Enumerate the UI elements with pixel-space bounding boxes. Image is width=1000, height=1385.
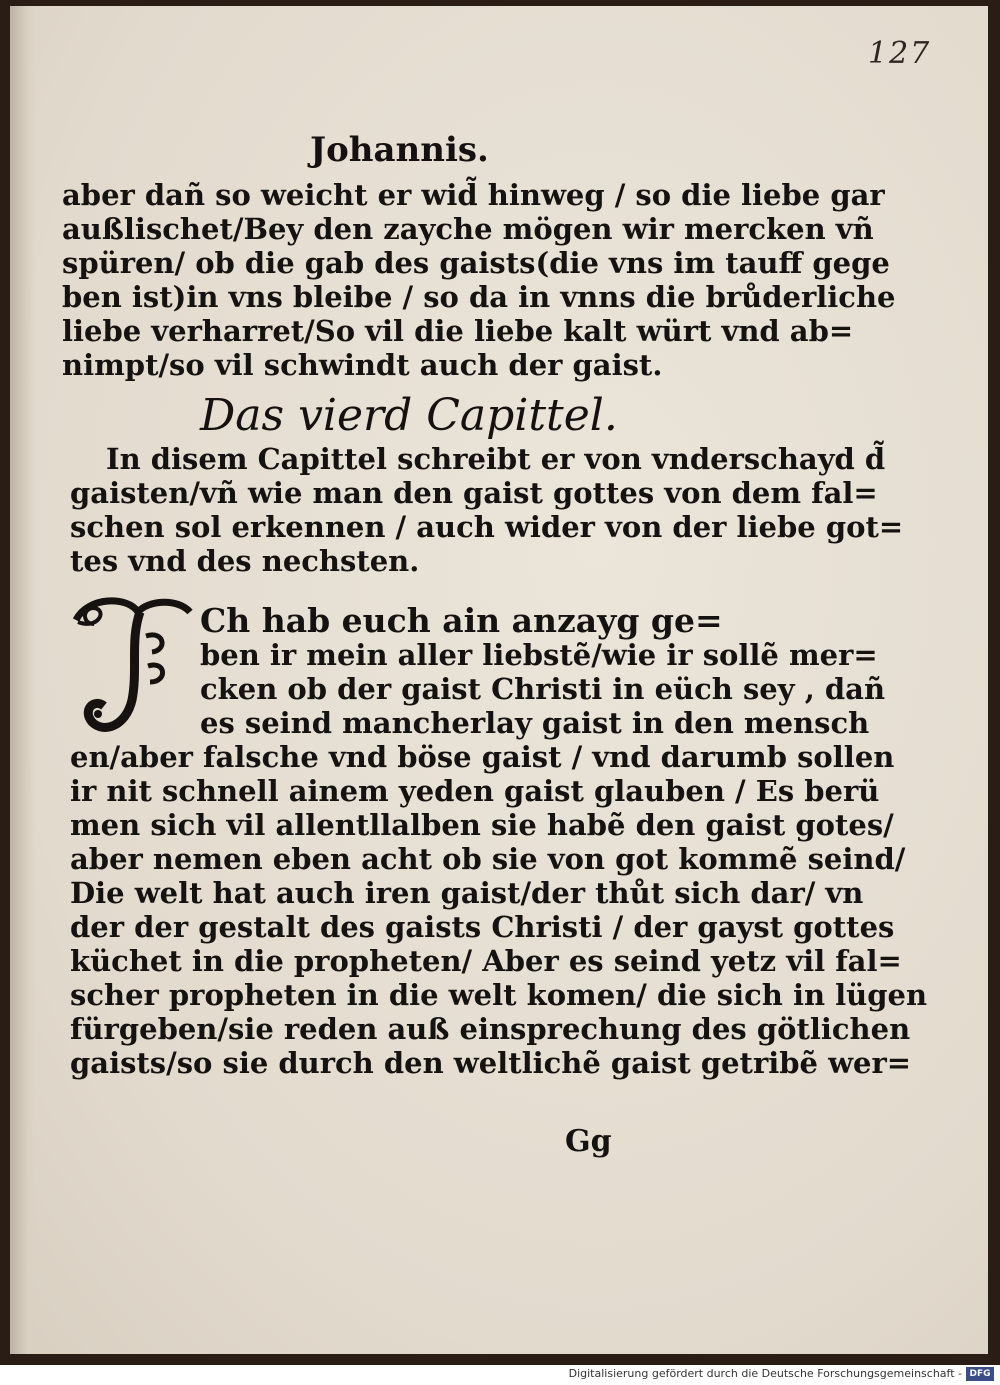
text-line: Die welt hat auch iren gaist/der thůt sich dar/ vn: [70, 876, 864, 910]
text-line: es seind mancherlay gaist in den mensch: [200, 706, 870, 740]
text-line: cken ob der gaist Christi in eüch sey , dañ: [200, 672, 886, 706]
text-line: nimpt/so vil schwindt auch der gaist.: [62, 348, 663, 382]
book-page: [10, 6, 988, 1354]
text-line: men sich vil allentllalben sie habẽ den gaist gotes/: [70, 808, 894, 842]
text-line: liebe verharret/So vil die liebe kalt würt vnd ab=: [62, 314, 854, 348]
text-line: ben ist)in vns bleibe / so da in vnns die brůderliche: [62, 280, 896, 314]
text-line: ir nit schnell ainem yeden gaist glauben / Es berü: [70, 774, 880, 808]
page-number: 127: [868, 36, 932, 71]
page-gutter: [10, 6, 36, 1354]
chapter-title: Das vierd Capittel.: [200, 390, 618, 441]
dfg-logo: DFG: [966, 1367, 994, 1381]
text-line: fürgeben/sie reden auß einsprechung des götlichen: [70, 1012, 911, 1046]
text-line: aber dañ so weicht er wid̃ hinweg / so die liebe gar: [62, 178, 885, 212]
catchword: Gg: [565, 1124, 612, 1159]
text-line: aber nemen eben acht ob sie von got kommẽ seind/: [70, 842, 906, 876]
text-line: Ch hab euch ain anzayg ge=: [200, 601, 723, 640]
text-line: gaisten/vñ wie man den gaist gottes von dem fal=: [70, 476, 878, 510]
chapter-summary: [70, 442, 904, 578]
footer-credit: Digitalisierung gefördert durch die Deutsche Forschungsgemeinschaft -: [568, 1367, 962, 1380]
footer-bar: [0, 1365, 1000, 1385]
text-line: spüren/ ob die gab des gaists(die vns im tauff gege: [62, 246, 890, 280]
text-line: ben ir mein aller liebstẽ/wie ir sollẽ mer=: [200, 638, 878, 672]
text-line: scher propheten in die welt komen/ die sich in lügen: [70, 978, 928, 1012]
text-line: gaists/so sie durch den weltlichẽ gaist getribẽ wer=: [70, 1046, 912, 1080]
text-line: en/aber falsche vnd böse gaist / vnd darumb sollen: [70, 740, 895, 774]
text-block-main: [70, 601, 928, 1080]
running-headline: Johannis.: [310, 130, 489, 170]
text-block-top: [62, 178, 896, 382]
text-line: außlischet/Bey den zayche mögen wir mercken vñ: [62, 212, 874, 246]
text-line: tes vnd des nechsten.: [70, 544, 420, 578]
text-line: In disem Capittel schreibt er von vnderschayd d̃: [106, 442, 886, 476]
text-line: schen sol erkennen / auch wider von der liebe got=: [70, 510, 904, 544]
text-line: der der gestalt des gaists Christi / der gayst gottes: [70, 910, 895, 944]
text-line: küchet in die propheten/ Aber es seind yetz vil fal=: [70, 944, 902, 978]
